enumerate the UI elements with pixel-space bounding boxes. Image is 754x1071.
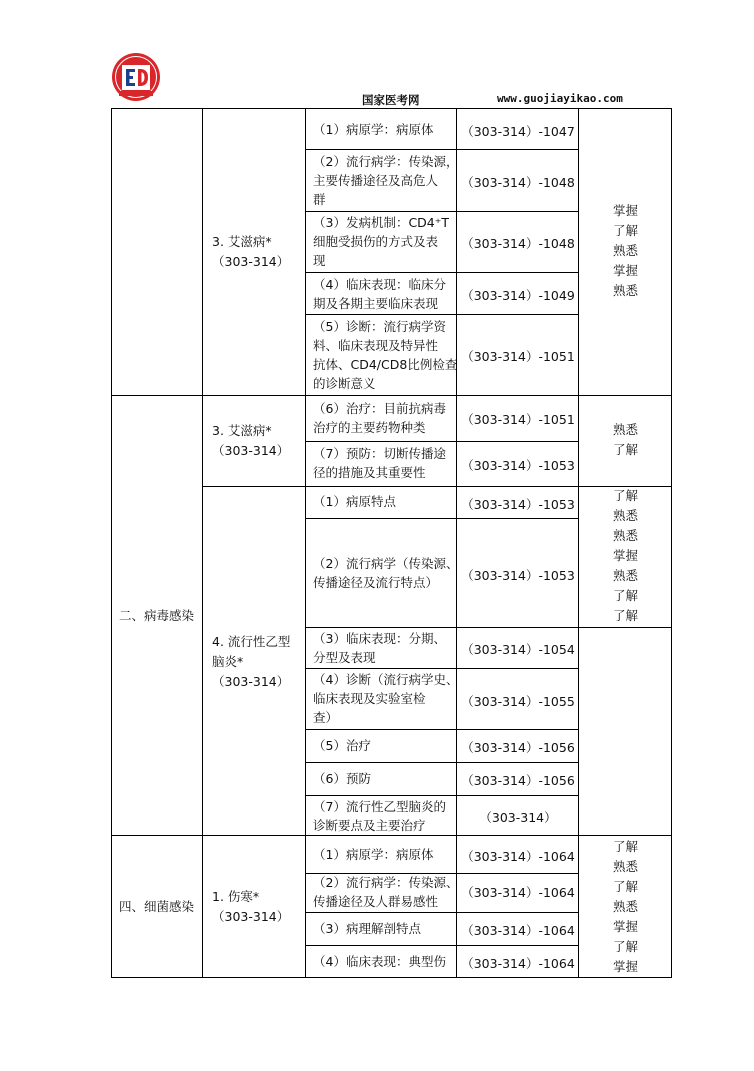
disease-typhoid: 1. 伤寒* （303-314） [212, 889, 290, 924]
requirement-levels: 掌握 了解 熟悉 掌握 熟悉 [612, 203, 638, 298]
content-item: （1）病原特点 [313, 494, 396, 509]
section-bacterial-infection: 四、细菌感染 [118, 899, 194, 914]
content-item: （4）临床表现：临床分 期及各期主要临床表现 [313, 277, 446, 311]
reference-code: （303-314）-1049 [461, 288, 575, 303]
requirement-levels: 熟悉 了解 [612, 422, 638, 457]
reference-code: （303-314）-1047 [461, 124, 575, 139]
reference-code: （303-314）-1053 [461, 458, 575, 473]
requirement-levels: 了解 熟悉 熟悉 掌握 熟悉 了解 了解 [612, 488, 638, 623]
content-item: （2）流行病学：传染源， 主要传播途径及高危人 群 [313, 154, 459, 207]
content-item: （6）预防 [313, 771, 371, 786]
reference-code: （303-314）-1064 [461, 849, 575, 864]
reference-code: （303-314） [479, 810, 557, 825]
reference-code: （303-314）-1055 [461, 694, 575, 709]
disease-japanese-encephalitis: 4. 流行性乙型 脑炎* （303-314） [212, 634, 291, 689]
content-item: （6）治疗：目前抗病毒 治疗的主要药物种类 [313, 401, 446, 435]
content-item: （1）病原学：病原体 [313, 847, 434, 862]
disease-aids-continued: 3. 艾滋病* （303-314） [212, 423, 290, 458]
brand-logo [111, 52, 161, 102]
requirement-levels: 了解 熟悉 了解 熟悉 掌握 了解 掌握 [612, 839, 638, 974]
reference-code: （303-314）-1064 [461, 923, 575, 938]
site-name: 国家医考网 [362, 93, 420, 107]
content-item: （4）临床表现：典型伤 [313, 954, 446, 969]
reference-code: （303-314）-1053 [461, 497, 575, 512]
content-item: （1）病原学：病原体 [313, 122, 434, 137]
site-url[interactable]: www.guojiayikao.com [497, 92, 623, 105]
reference-code: （303-314）-1053 [461, 568, 575, 583]
content-item: （3）病理解剖特点 [313, 921, 421, 936]
reference-code: （303-314）-1064 [461, 956, 575, 971]
content-item: （5）诊断：流行病学资 料、临床表现及特异性 抗体、CD4/CD8比例检查 的诊断意义 [313, 319, 458, 391]
reference-code: （303-314）-1051 [461, 412, 575, 427]
reference-code: （303-314）-1064 [461, 885, 575, 900]
reference-code: （303-314）-1051 [461, 349, 575, 364]
reference-code: （303-314）-1054 [461, 642, 575, 657]
content-item: （2）流行病学：传染源、 传播途径及人群易感性 [313, 875, 459, 909]
reference-code: （303-314）-1056 [461, 773, 575, 788]
reference-code: （303-314）-1048 [461, 236, 575, 251]
section-viral-infection: 二、病毒感染 [118, 608, 194, 623]
content-item: （5）治疗 [313, 738, 371, 753]
content-item: （3）临床表现：分期、 分型及表现 [313, 631, 446, 665]
header-rule [111, 108, 672, 109]
content-item: （4）诊断（流行病学史、 临床表现及实验室检 查） [313, 672, 459, 725]
reference-code: （303-314）-1056 [461, 740, 575, 755]
reference-code: （303-314）-1048 [461, 175, 575, 190]
content-item: （7）流行性乙型脑炎的 诊断要点及主要治疗 [313, 799, 446, 833]
disease-aids: 3. 艾滋病* （303-314） [212, 234, 290, 269]
content-item: （3）发病机制：CD4⁺T 细胞受损伤的方式及表 现 [313, 215, 449, 268]
content-item: （7）预防：切断传播途 径的措施及其重要性 [313, 446, 446, 480]
content-item: （2）流行病学（传染源、 传播途径及流行特点） [313, 556, 459, 590]
